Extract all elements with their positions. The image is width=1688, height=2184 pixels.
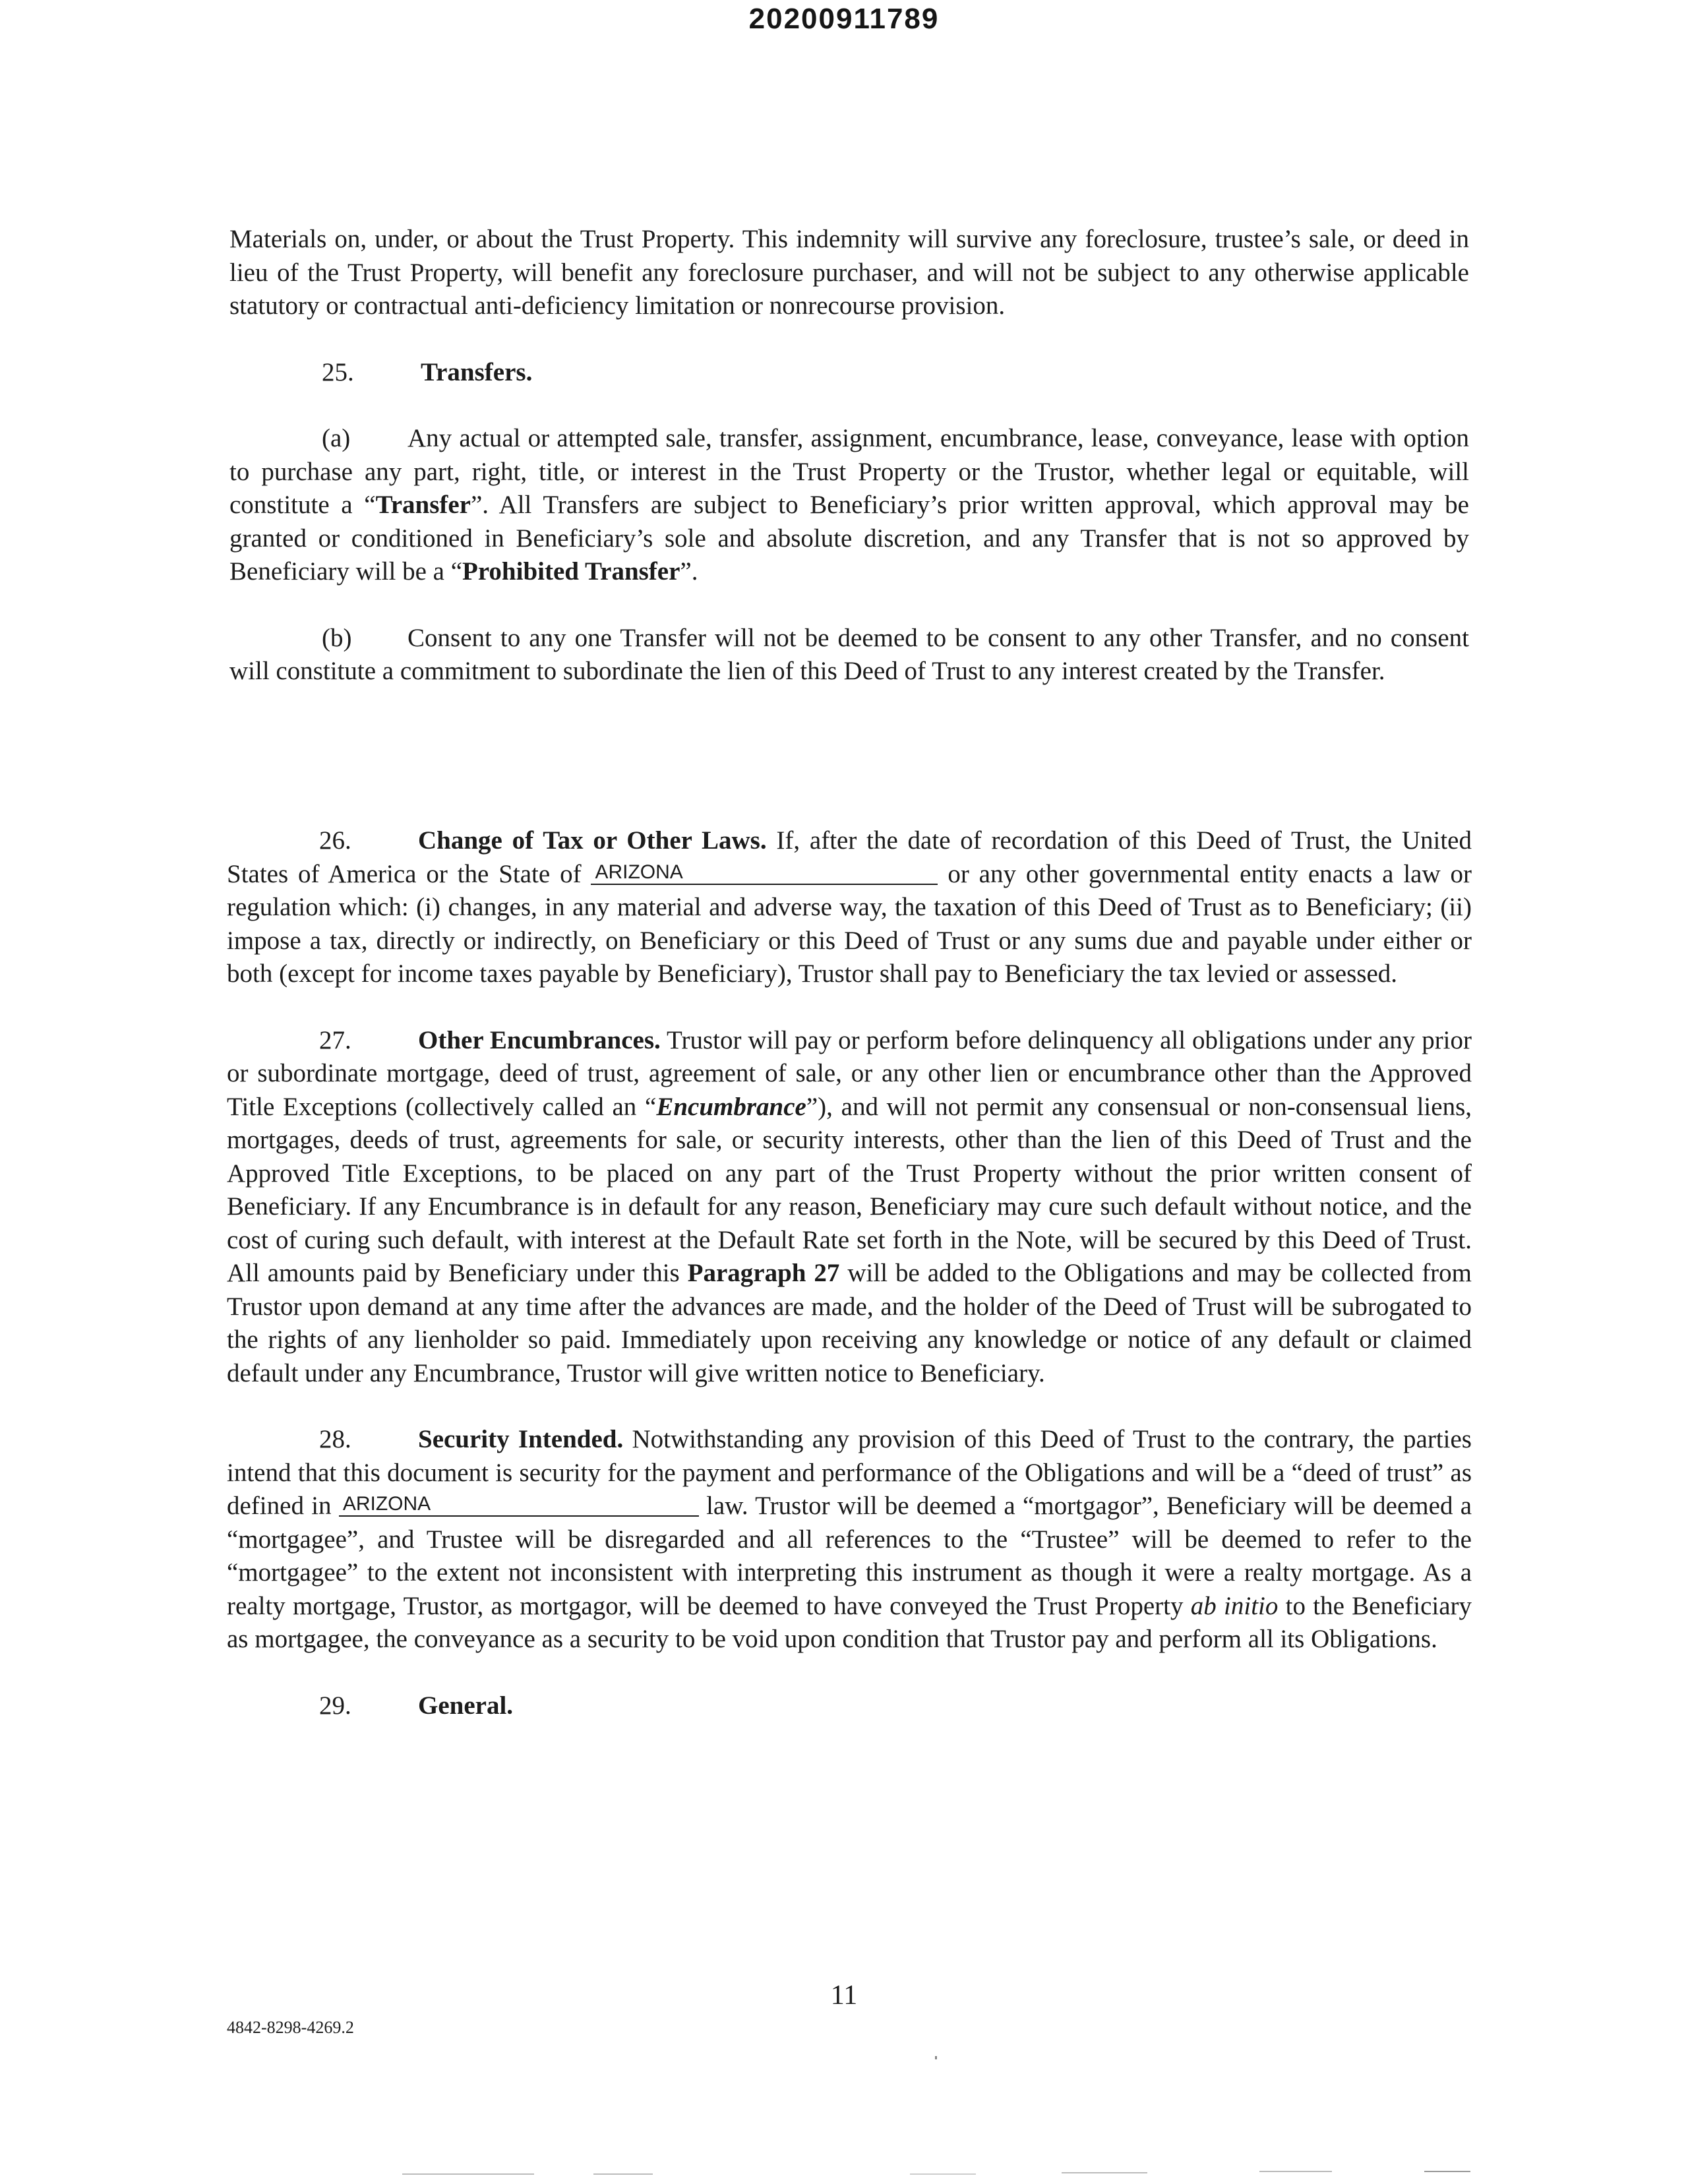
recording-number: 20200911789 bbox=[748, 3, 940, 35]
subsection-label: (a) bbox=[322, 424, 351, 452]
section-number: 27. bbox=[319, 1025, 351, 1054]
scan-artifact bbox=[402, 2173, 534, 2175]
scan-artifact bbox=[593, 2173, 653, 2175]
scan-artifact bbox=[1424, 2171, 1470, 2172]
paragraph-text: law. Trustor will be deemed a “mortgagor”, Beneficiary will be deemed a “mortgagee”, and Trustee will be disregarded and all references to the “Trustee” will be deemed to refer to the “mortgagee” to the extent not inconsistent with interpreting this instrument as though it were a realty mortgage. As a realty mortgage, Trustor, as mortgagor, will be deemed to have conveyed the Trust Property bbox=[227, 1492, 1472, 1620]
section-title: Security Intended. bbox=[418, 1425, 624, 1453]
scan-artifact bbox=[1259, 2171, 1332, 2172]
document-body bbox=[229, 223, 1469, 688]
defined-term-prohibited-transfer: Prohibited Transfer bbox=[462, 557, 680, 586]
section-29-heading bbox=[227, 1689, 1472, 1723]
section-number: 29. bbox=[319, 1691, 351, 1720]
section-number: 26. bbox=[319, 826, 351, 855]
paragraph-text: Notwithstanding any provision of this Deed of Trust to the contrary, the parties intend that this document is security for the payment and performance of the Obligations and will be a “deed of trust” as defined in bbox=[227, 1425, 1472, 1520]
scan-artifact bbox=[910, 2173, 976, 2175]
paragraph-text: ”. bbox=[680, 557, 698, 586]
paragraph-text: Consent to any one Transfer will not be deemed to be consent to any other Transfer, and no consent will constitute a commitment to subordinate the lien of this Deed of Trust to any interest created by the Transfer. bbox=[229, 623, 1469, 685]
paragraph-28 bbox=[227, 1423, 1472, 1656]
defined-term-encumbrance: Encumbrance bbox=[656, 1092, 806, 1121]
state-fill-in-field: ARIZONA bbox=[591, 861, 938, 885]
paragraph-24-continuation: Materials on, under, or about the Trust Property. This indemnity will survive any foreclosure, trustee’s sale, or deed in lieu of the Trust Property, will benefit any foreclosure purchaser, and will not be subject to any otherwise applicable statutory or contractual anti-deficiency limitation or nonrecourse provision. bbox=[229, 225, 1469, 320]
paragraph-text: Trustor will pay or perform before delinquency all obligations under any prior or subordinate mortgage, deed of trust, agreement of sale, or any other lien or encumbrance other than the Approved Title Exceptions (collectively called an “ bbox=[227, 1025, 1472, 1121]
paragraph-26 bbox=[227, 824, 1472, 991]
paragraph-25b bbox=[229, 622, 1469, 688]
paragraph-text: ”), and will not permit any consensual or non-consensual liens, mortgages, deeds of trust, agreements for sale, or security interests, other than the lien of this Deed of Trust and the Approved Title Exceptions, to be placed on any part of the Trust Property without the prior written consent of Beneficiary. If any Encumbrance is in default for any reason, Beneficiary may cure such default without notice, and the cost of curing such default, with interest at the Default Rate set forth in the Note, will be secured by this Deed of Trust. All amounts paid by Beneficiary under this bbox=[227, 1092, 1472, 1287]
paragraph-reference: Paragraph 27 bbox=[687, 1259, 840, 1287]
section-title: Other Encumbrances. bbox=[418, 1025, 661, 1054]
latin-term: ab initio bbox=[1190, 1591, 1279, 1620]
paragraph-text: or any other governmental entity enacts a law or regulation which: (i) changes, in any material and adverse way, the taxation of this Deed of Trust as to Beneficiary; (ii) impose a tax, directly or indirectly, on Beneficiary or this Deed of Trust or any sums due and payable under either or both (except for income taxes payable by Beneficiary), Trustor shall pay to Beneficiary the tax levied or assessed. bbox=[227, 859, 1472, 988]
section-number: 28. bbox=[319, 1425, 351, 1453]
paragraph-text: ”. All Transfers are subject to Beneficiary’s prior written approval, which approval may be granted or conditioned in Beneficiary’s sole and absolute discretion, and any Transfer that is not so approved by Beneficiary will be a “ bbox=[229, 491, 1469, 586]
section-title: General. bbox=[418, 1691, 514, 1720]
subsection-label: (b) bbox=[322, 623, 352, 652]
paragraph-text: Any actual or attempted sale, transfer, assignment, encumbrance, lease, conveyance, lease with option to purchase any part, right, title, or interest in the Trust Property or the Trustor, whether legal or equitable, will constitute a “ bbox=[229, 424, 1469, 519]
section-number: 25. bbox=[322, 357, 354, 386]
paragraph-25a bbox=[229, 422, 1469, 589]
section-25-heading bbox=[229, 356, 1469, 390]
section-title: Transfers. bbox=[421, 357, 533, 386]
page-number: 11 bbox=[830, 1980, 858, 2011]
paragraph-text: to the Beneficiary as mortgagee, the conveyance as a security to be void upon condition that Trustor pay and perform all its Obligations. bbox=[227, 1591, 1472, 1653]
scan-artifact bbox=[1062, 2172, 1147, 2173]
document-id: 4842-8298-4269.2 bbox=[227, 2018, 354, 2037]
paragraph-27 bbox=[227, 1024, 1472, 1391]
section-title: Change of Tax or Other Laws. bbox=[418, 826, 767, 855]
paragraph-text: will be added to the Obligations and may be collected from Trustor upon demand at any time after the advances are made, and the holder of the Deed of Trust will be subrogated to the rights of any lienholder so paid. Immediately upon receiving any knowledge or notice of any default or claimed default under any Encumbrance, Trustor will give written notice to Beneficiary. bbox=[227, 1259, 1472, 1387]
scan-artifact bbox=[935, 2056, 937, 2059]
defined-term-transfer: Transfer bbox=[375, 491, 471, 519]
state-fill-in-field: ARIZONA bbox=[339, 1493, 699, 1517]
document-body-lower bbox=[227, 824, 1472, 1722]
paragraph-text: If, after the date of recordation of this Deed of Trust, the United States of America or the State of bbox=[227, 826, 1472, 888]
